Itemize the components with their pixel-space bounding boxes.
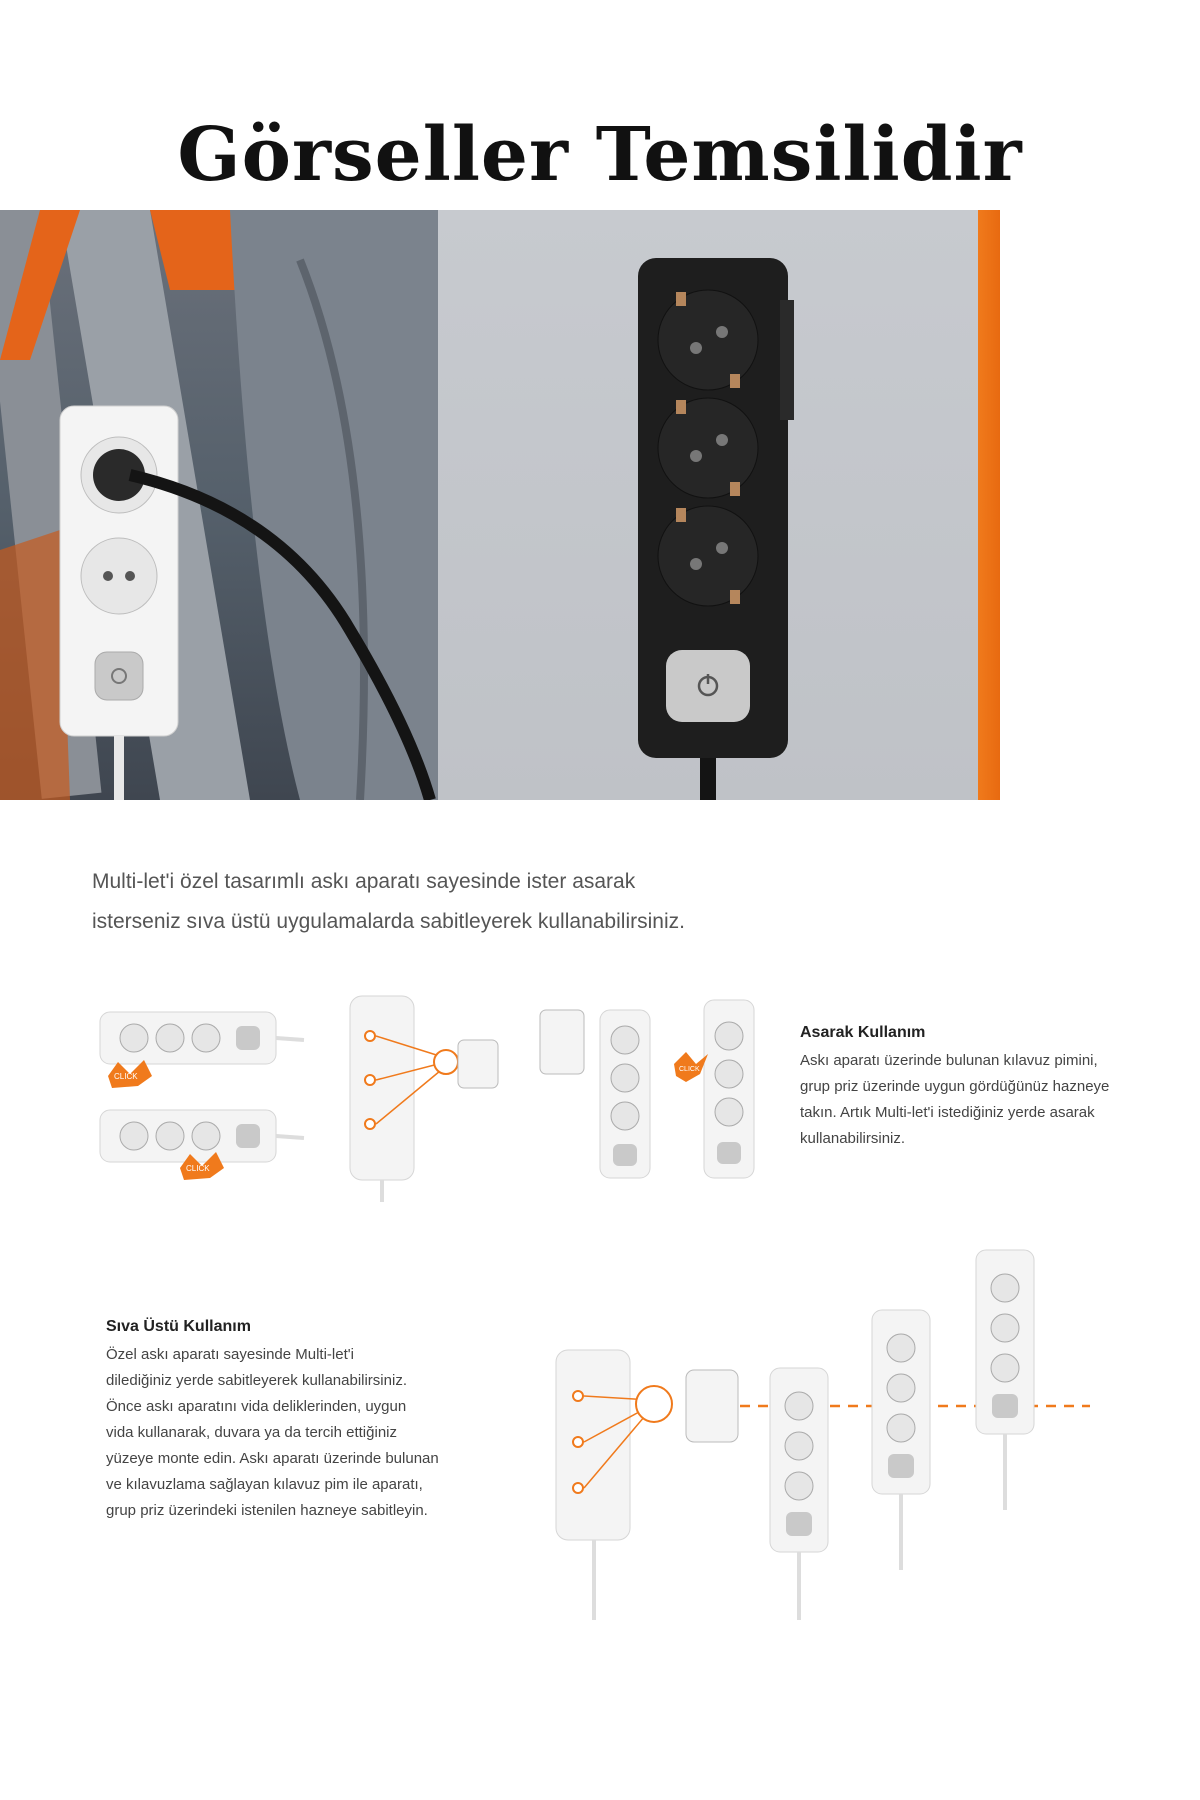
intro-line-1: Multi-let'i özel tasarımlı askı aparatı sayesinde ister asarak xyxy=(92,870,636,893)
hero-photo xyxy=(0,210,1000,800)
badge-click-1: CLICK xyxy=(114,1072,138,1081)
intro-text xyxy=(92,862,872,942)
surface-mount-line: grup priz üzerindeki istenilen hazneye sabitleyin. xyxy=(106,1502,428,1519)
surface-mount-line: Önce askı aparatını vida deliklerinden, uygun xyxy=(106,1398,407,1415)
socket-1 xyxy=(658,290,758,390)
hanging-usage-line: takın. Artık Multi-let'i istediğiniz yerde asarak xyxy=(800,1104,1095,1121)
badge-click-3: CLICK xyxy=(679,1066,700,1073)
hanging-usage-line: Askı aparatı üzerinde bulunan kılavuz pimini, xyxy=(800,1052,1098,1069)
vertical-strip-back xyxy=(350,996,498,1202)
orange-accent-stripe xyxy=(978,210,1000,800)
hanging-usage-section xyxy=(800,1024,1200,1152)
surface-mount-line: yüzeye monte edin. Askı aparatı üzerinde bulunan xyxy=(106,1450,439,1467)
surface-mount-heading: Sıva Üstü Kullanım xyxy=(106,1318,251,1335)
surface-mount-line: ve kılavuzlama sağlayan kılavuz pim ile aparatı, xyxy=(106,1476,423,1493)
surface-mount-section xyxy=(106,1318,526,1524)
intro-line-2: isterseniz sıva üstü uygulamalarda sabitleyerek kullanabilirsiniz. xyxy=(92,910,685,933)
surface-mount-line: dilediğiniz yerde sabitleyerek kullanabilirsiniz. xyxy=(106,1372,407,1389)
mounted-strip-2 xyxy=(872,1310,930,1570)
horizontal-strip-top xyxy=(100,1012,304,1088)
socket-3 xyxy=(658,506,758,606)
hanging-usage-line: kullanabilirsiniz. xyxy=(800,1130,906,1147)
white-power-strip-on-ladder xyxy=(0,210,438,800)
hanging-usage-drawing xyxy=(90,990,790,1210)
hanging-usage-line: grup priz üzerinde uygun gördüğünüz hazneye xyxy=(800,1078,1110,1095)
surface-mount-line: vida kullanarak, duvara ya da tercih ettiğiniz xyxy=(106,1424,397,1441)
black-power-strip-on-wall xyxy=(438,210,978,800)
surface-mount-drawing xyxy=(520,1210,1100,1630)
hero-photo-black-strip xyxy=(438,210,978,800)
hanging-usage-illustration xyxy=(90,990,790,1210)
hero-photo-white-strip xyxy=(0,210,438,800)
vertical-strip-front-1 xyxy=(600,1010,650,1178)
mounted-strip-3 xyxy=(976,1250,1034,1510)
vertical-strip-front-2 xyxy=(674,1000,754,1178)
surface-mount-line: Özel askı aparatı sayesinde Multi-let'i xyxy=(106,1346,354,1363)
mounted-strip-1 xyxy=(770,1368,828,1620)
socket-2 xyxy=(658,398,758,498)
page-title: Görseller Temsilidir xyxy=(177,112,1023,198)
horizontal-strip-bottom xyxy=(100,1110,304,1180)
surface-mount-illustration xyxy=(520,1210,1100,1630)
badge-click-2: CLICK xyxy=(186,1164,210,1173)
hanging-usage-heading: Asarak Kullanım xyxy=(800,1024,926,1041)
